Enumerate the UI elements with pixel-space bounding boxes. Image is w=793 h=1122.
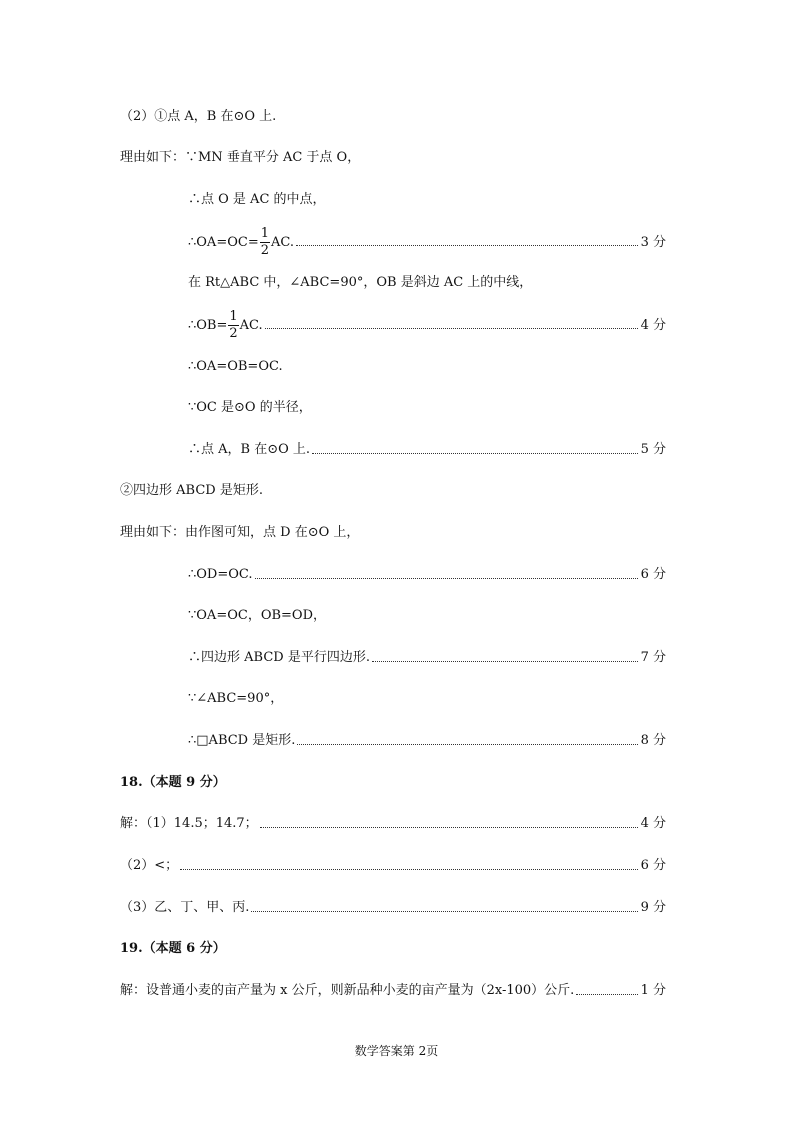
equation-suffix: AC. [271,234,295,250]
step-line-scored [188,732,666,750]
step-line-scored [188,566,666,584]
part-2-2-heading [120,482,263,500]
dot-leader [255,578,638,579]
step-line-scored [188,226,666,259]
step-line [188,191,326,209]
line-text: （2）①点 A，B 在⊙O 上. [120,109,277,124]
dot-leader [576,994,637,995]
answer-line-scored [120,899,666,917]
question-18-heading [120,774,226,792]
equation-prefix: ∴OB= [188,317,228,333]
line-text: （2）<； [120,858,179,873]
score-label: 4 分 [640,317,666,333]
equation-suffix: AC. [239,317,263,333]
line-text: ∴四边形 ABCD 是平行四边形. [188,650,370,665]
dot-leader [312,453,638,454]
line-text: ∴点 O 是 AC 的中点， [188,192,326,207]
answer-line-scored [120,982,666,1000]
score-label: 3 分 [640,234,666,250]
answer-line-scored [120,815,666,833]
line-text: 理由如下：由作图可知，点 D 在⊙O 上， [120,525,360,540]
reason-line [120,149,360,167]
step-line-scored [188,441,666,459]
equation-prefix: ∴OA=OC= [188,234,259,250]
step-line [188,690,283,708]
line-text: ∴□ABCD 是矩形. [188,733,296,748]
line-text: （3）乙、丁、甲、丙. [120,900,250,915]
fraction [260,226,270,259]
line-text: 19.（本题 6 分） [120,941,226,956]
line-text: 解：（1）14.5；14.7； [120,816,258,831]
dot-leader [296,245,638,246]
dot-leader [180,869,637,870]
score-label: 5 分 [640,442,666,457]
question-19-heading [120,940,226,958]
line-text: 18.（本题 9 分） [120,775,226,790]
fraction-numerator: 1 [260,226,269,241]
reason-line [120,524,359,542]
line-text: 解：设普通小麦的亩产量为 x 公斤，则新品种小麦的亩产量为（2x-100）公斤. [120,983,575,998]
step-line [188,399,312,417]
line-text: ②四边形 ABCD 是矩形. [120,483,263,498]
fraction-numerator: 1 [229,309,238,324]
dot-leader [260,827,638,828]
score-label: 9 分 [640,900,666,915]
fraction-denominator: 2 [229,326,238,341]
score-label: 6 分 [640,858,666,873]
line-text: ∴OD=OC. [188,567,253,582]
line-text: ∴OA=OB=OC. [188,359,283,374]
line-text: 在 Rt△ABC 中，∠ABC=90°，OB 是斜边 AC 上的中线， [188,275,533,290]
dot-leader [297,744,637,745]
score-label: 4 分 [640,816,666,831]
dot-leader [265,328,638,329]
step-line [188,607,326,625]
score-label: 6 分 [640,567,666,582]
fraction [228,309,238,342]
page-footer: 数学答案第 2页 [354,1044,439,1058]
step-line-scored [188,649,666,667]
step-line [188,274,532,292]
line-text: ∵OA=OC，OB=OD， [188,608,326,623]
dot-leader [372,661,638,662]
line-text: ∵OC 是⊙O 的半径， [188,400,312,415]
dot-leader [251,911,637,912]
line-text: ∴点 A，B 在⊙O 上. [188,442,311,457]
part-2-1-heading [120,108,276,126]
line-text: ∵∠ABC=90°， [188,691,284,706]
score-label: 1 分 [640,983,666,998]
score-label: 7 分 [640,650,666,665]
line-text: 理由如下：∵MN 垂直平分 AC 于点 O， [120,150,361,165]
step-line-scored [188,309,666,342]
answer-line-scored [120,857,666,875]
step-line [188,358,283,376]
fraction-denominator: 2 [260,243,269,258]
score-label: 8 分 [640,733,666,748]
